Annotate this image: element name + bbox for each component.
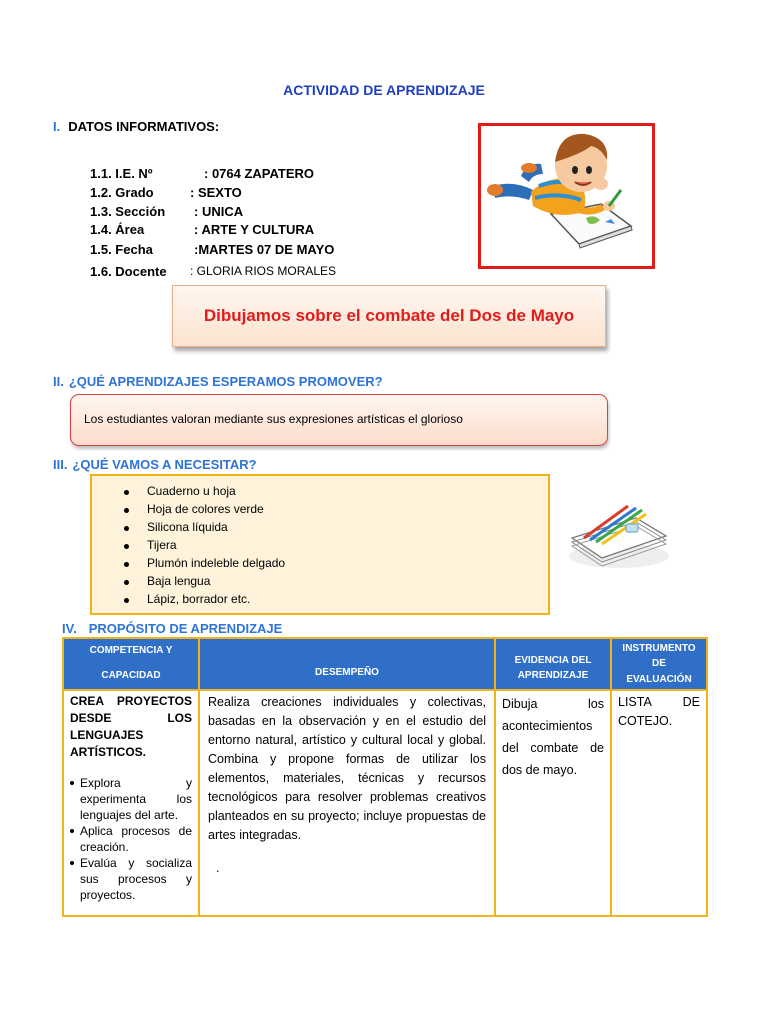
info-label-area: 1.4. Área (90, 222, 145, 237)
section-1-heading (53, 119, 219, 134)
purpose-table (62, 637, 708, 917)
capacidad-item: Evalúa y socializa sus procesos y proyectos. (70, 855, 192, 903)
learning-purpose-text: Los estudiantes valoran mediante sus expresiones artísticas el glorioso (84, 412, 463, 426)
page-title: ACTIVIDAD DE APRENDIZAJE (283, 82, 485, 98)
section-1-title: DATOS INFORMATIVOS: (68, 119, 220, 134)
table-header-row (63, 638, 707, 690)
theme-banner (172, 285, 606, 347)
info-row-area (90, 222, 315, 237)
section-3-title: ¿QUÉ VAMOS A NECESITAR? (72, 457, 257, 472)
competencia-line: LENGUAJES (70, 728, 144, 742)
info-label-fecha: 1.5. Fecha (90, 242, 153, 257)
section-4-heading (62, 621, 282, 636)
info-row-seccion (90, 204, 244, 219)
info-label-seccion: 1.3. Sección (90, 204, 166, 219)
header-instrumento-line1: INSTRUMENTO (622, 642, 696, 654)
capacidades-list (70, 775, 192, 903)
header-competencia (63, 638, 199, 690)
competencia-line: DESDE LOS (70, 711, 192, 725)
materials-item: Silicona líquida (122, 520, 548, 538)
section-4-title: PROPÓSITO DE APRENDIZAJE (88, 621, 283, 636)
illustration-frame (478, 123, 655, 269)
info-label-ie: 1.1. I.E. Nº (90, 166, 153, 181)
section-1-number: I. (53, 119, 61, 134)
table-row (63, 690, 707, 916)
materials-item: Tijera (122, 538, 548, 556)
info-label-grado: 1.2. Grado (90, 185, 154, 200)
section-3-number: III. (53, 457, 68, 472)
info-row-ie (90, 166, 315, 181)
instrumento-text: LISTA DE COTEJO. (618, 695, 700, 728)
cell-instrumento (611, 690, 707, 916)
header-competencia-line1: COMPETENCIA Y (89, 645, 173, 656)
header-instrumento-line3: EVALUACIÓN (626, 673, 692, 685)
info-row-grado (90, 185, 242, 200)
capacidad-item: Explora y experimenta los lenguajes del arte. (70, 775, 192, 823)
materials-item: Cuaderno u hoja (122, 484, 548, 502)
learning-purpose-box (70, 394, 608, 446)
header-evidencia-line2: APRENDIZAJE (517, 670, 589, 681)
info-label-docente: 1.6. Docente (90, 264, 167, 279)
capacidad-item: Aplica procesos de creación. (70, 823, 192, 855)
header-evidencia-line1: EVIDENCIA DEL (514, 654, 592, 666)
info-row-fecha (90, 242, 335, 257)
materials-item: Lápiz, borrador etc. (122, 592, 548, 610)
header-desempeno (199, 638, 495, 690)
info-value-ie: : 0764 ZAPATERO (204, 166, 315, 181)
materials-item: Baja lengua (122, 574, 548, 592)
header-competencia-line2: CAPACIDAD (101, 669, 161, 681)
info-value-grado: : SEXTO (190, 185, 242, 200)
desempeno-trailing: . (216, 861, 220, 875)
section-3-heading (53, 457, 257, 472)
info-value-fecha: :MARTES 07 DE MAYO (194, 242, 335, 257)
cell-desempeno (199, 690, 495, 916)
header-instrumento-line2: DE (652, 658, 666, 670)
competencia-line: CREA PROYECTOS (70, 694, 192, 708)
materials-illustration (566, 498, 672, 570)
info-value-docente: : GLORIA RIOS MORALES (190, 264, 337, 278)
desempeno-text: Realiza creaciones individuales y colectivas, basadas en la observación y en el estudio del entorno natural, artístico y cultural local y global. Combina y propone formas de utilizar los elementos, materiales, técnicas y recursos tecnológicos para resolver problemas creativos planteados en su proyecto; incluye propuestas de artes integradas. (208, 695, 486, 842)
info-row-docente (90, 264, 337, 279)
header-instrumento (611, 638, 707, 690)
child-drawing-illustration (481, 126, 652, 266)
cell-competencia (63, 690, 199, 916)
cell-evidencia (495, 690, 611, 916)
info-value-area: : ARTE Y CULTURA (194, 222, 315, 237)
materials-item: Hoja de colores verde (122, 502, 548, 520)
materials-list (90, 474, 550, 615)
section-2-heading (53, 374, 383, 389)
header-evidencia (495, 638, 611, 690)
theme-title: Dibujamos sobre el combate del Dos de Mayo (203, 306, 575, 325)
materials-item: Plumón indeleble delgado (122, 556, 548, 574)
header-desempeno-label: DESEMPEÑO (315, 667, 379, 679)
section-2-title: ¿QUÉ APRENDIZAJES ESPERAMOS PROMOVER? (68, 374, 383, 389)
competencia-line: ARTÍSTICOS. (70, 745, 147, 759)
evidencia-text: Dibuja los acontecimientos del combate de dos de mayo. (502, 697, 604, 777)
section-2-number: II. (53, 374, 64, 389)
section-4-number: IV. (62, 621, 77, 636)
competencia-title (70, 693, 192, 761)
info-value-seccion: : UNICA (194, 204, 244, 219)
